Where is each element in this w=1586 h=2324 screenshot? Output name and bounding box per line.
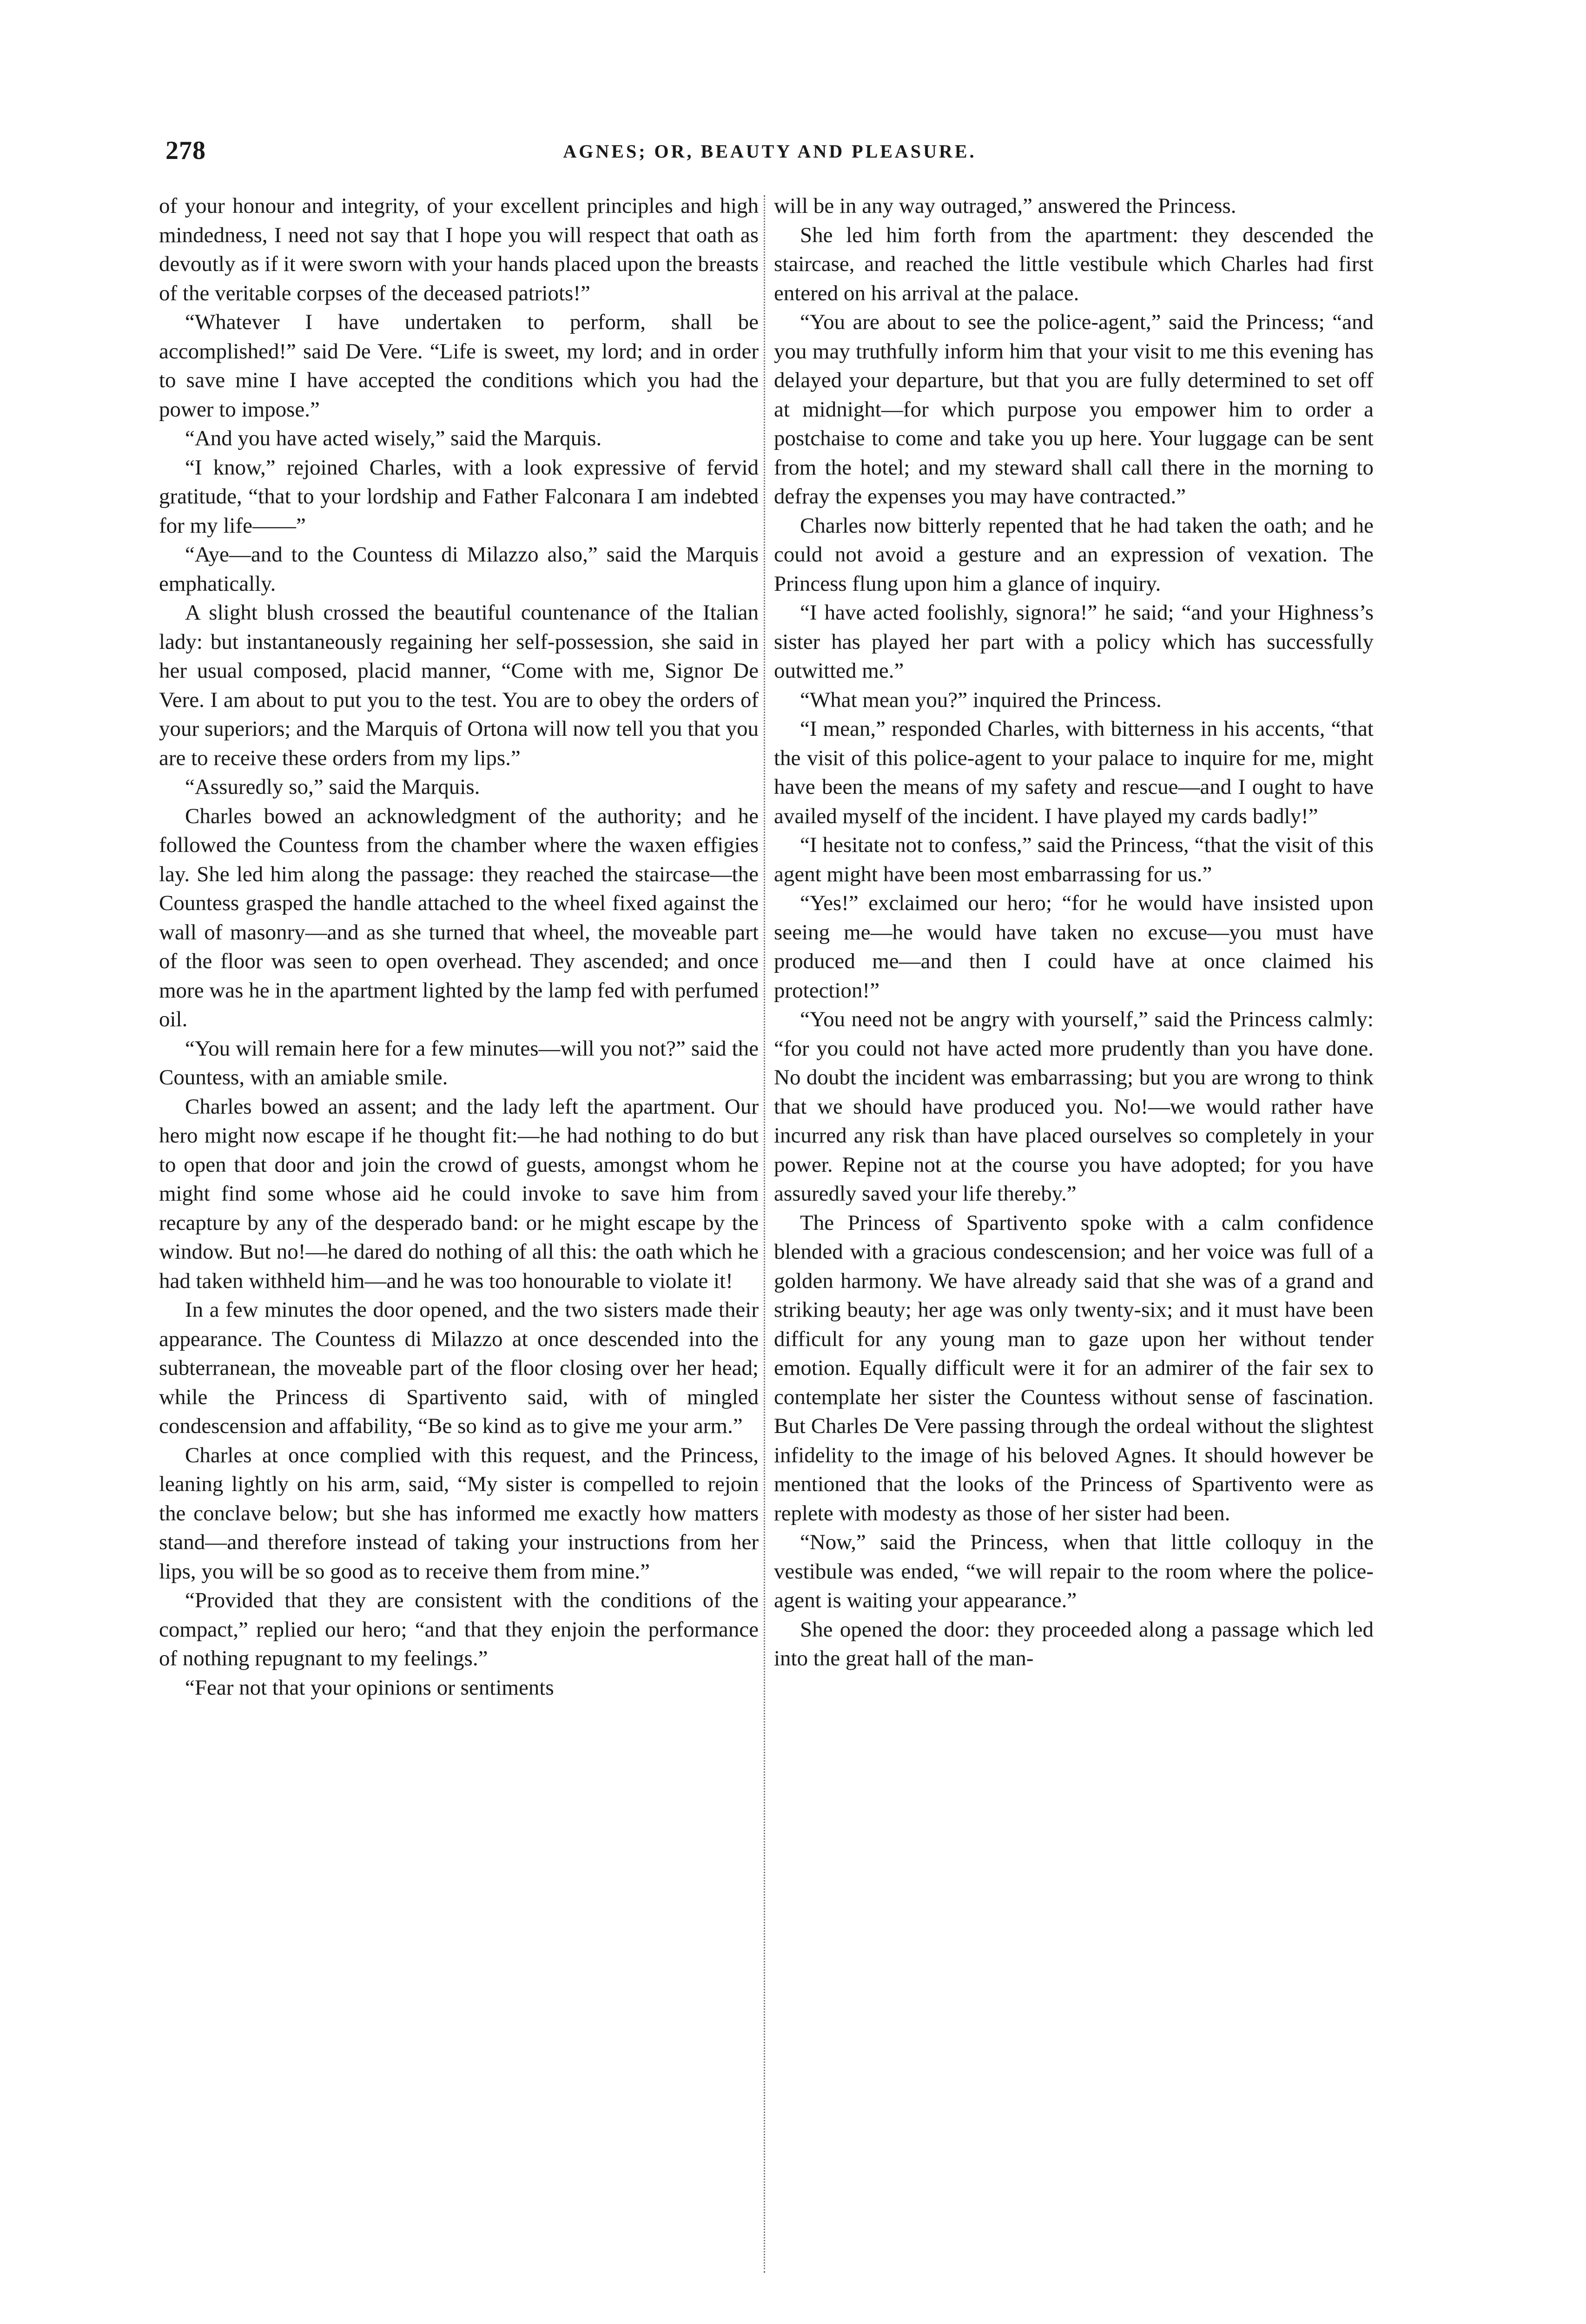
paragraph: “And you have acted wisely,” said the Marquis. (185, 426, 602, 450)
paragraph: The Princess of Spartivento spoke with a calm confidence blended with a gracious condescension; and her voice was full of a golden harmony. We have already said that she was of a grand and striking beauty; her age was only twenty-six; and it must have been difficult for any young man to gaze upon her without tender emotion. Equally difficult were it for an admirer of the fair sex to contemplate her sister the Countess without sense of fascination. But Charles De Vere passing through the ordeal without the slightest infidelity to the image of his beloved Agnes. It should however be mentioned that the looks of the Princess of Spartivento were as replete with modesty as those of her sister had been. (774, 1210, 1374, 1525)
paragraph: “Now,” said the Princess, when that little colloquy in the vestibule was ended, “we will repair to the room where the police-agent is waiting your appearance.” (774, 1530, 1374, 1612)
paragraph: “Fear not that your opinions or sentiments (185, 1675, 554, 1700)
paragraph: “Provided that they are consistent with the conditions of the compact,” replied our hero; “and that they enjoin the performance of nothing repugnant to my feelings.” (159, 1588, 759, 1670)
left-column (159, 191, 759, 1702)
paragraph: “Yes!” exclaimed our hero; “for he would have insisted upon seeing me—he would have taken no excuse—you must have produced me—and then I could have at once claimed his protection!” (774, 891, 1374, 1003)
paragraph: will be in any way outraged,” answered the Princess. (774, 194, 1236, 218)
paragraph: “I mean,” responded Charles, with bitterness in his accents, “that the visit of this police-agent to your palace to inquire for me, might have been the means of my safety and rescue—and I ought to have availed myself of the incident. I have played my cards badly!” (774, 717, 1374, 828)
paragraph: She opened the door: they proceeded along a passage which led into the great hall of the man- (774, 1617, 1374, 1670)
paragraph: “Aye—and to the Countess di Milazzo also,” said the Marquis emphatically. (159, 542, 759, 596)
paragraph: “Assuredly so,” said the Marquis. (185, 775, 480, 799)
paragraph: “Whatever I have undertaken to perform, shall be accomplished!” said De Vere. “Life is sweet, my lord; and in order to save mine I have accepted the conditions which you had the power to impose.” (159, 310, 759, 422)
paragraph: “What mean you?” inquired the Princess. (800, 687, 1162, 712)
paragraph: Charles now bitterly repented that he had taken the oath; and he could not avoid a gesture and an expression of vexation. The Princess flung upon him a glance of inquiry. (774, 513, 1374, 596)
paragraph: “I know,” rejoined Charles, with a look expressive of fervid gratitude, “that to your lordship and Father Falconara I am indebted for my life——” (159, 455, 759, 538)
paragraph: A slight blush crossed the beautiful countenance of the Italian lady: but instantaneously regaining her self-possession, she said in her usual composed, placid manner, “Come with me, Signor De Vere. I am about to put you to the test. You are to obey the orders of your superiors; and the Marquis of Ortona will now tell you that you are to receive these orders from my lips.” (159, 601, 759, 770)
paragraph: “I hesitate not to confess,” said the Princess, “that the visit of this agent might have been most embarrassing for us.” (774, 833, 1374, 886)
paragraph: “You will remain here for a few minutes—will you not?” said the Countess, with an amiable smile. (159, 1036, 759, 1089)
right-column (774, 191, 1374, 1673)
paragraph: of your honour and integrity, of your excellent principles and high mindedness, I need not say that I hope you will respect that oath as devoutly as if it were sworn with your hands placed upon the breasts of the veritable corpses of the deceased patriots!” (159, 194, 759, 305)
paragraph: Charles at once complied with this request, and the Princess, leaning lightly on his arm, said, “My sister is compelled to rejoin the conclave below; but she has informed me exactly how matters stand—and therefore instead of taking your instructions from her lips, you will be so good as to receive them from mine.” (159, 1443, 759, 1584)
page-number: 278 (165, 136, 206, 165)
paragraph: In a few minutes the door opened, and the two sisters made their appearance. The Countess di Milazzo at once descended into the subterranean, the moveable part of the floor closing over her head; while the Princess di Spartivento said, with of mingled condescension and affability, “Be so kind as to give me your arm.” (159, 1298, 759, 1438)
column-divider (764, 195, 765, 2273)
paragraph: Charles bowed an assent; and the lady left the apartment. Our hero might now escape if he thought fit:—he had nothing to do but to open that door and join the crowd of guests, amongst whom he might find some whose aid he could invoke to save him from recapture by any of the desperado band: or he might escape by the window. But no!—he dared do nothing of all this: the oath which he had taken withheld him—and he was too honourable to violate it! (159, 1094, 759, 1293)
paragraph: “I have acted foolishly, signora!” he said; “and your Highness’s sister has played her part with a policy which has successfully outwitted me.” (774, 601, 1374, 683)
paragraph: Charles bowed an acknowledgment of the authority; and he followed the Countess from the chamber where the waxen effigies lay. She led him along the passage: they reached the staircase—the Countess grasped the handle attached to the wheel fixed against the wall of masonry—and as she turned that wheel, the moveable part of the floor was seen to open overhead. They ascended; and once more was he in the apartment lighted by the lamp fed with perfumed oil. (159, 804, 759, 1031)
paragraph: “You need not be angry with yourself,” said the Princess calmly: “for you could not have acted more prudently than you have done. No doubt the incident was embarrassing; but you are wrong to think that we should have produced you. No!—we would rather have incurred any risk than have placed ourselves so completely in your power. Repine not at the course you have adopted; for you have assuredly saved your life thereby.” (774, 1007, 1374, 1206)
running-title: AGNES; OR, BEAUTY AND PLEASURE. (563, 141, 977, 162)
paragraph: She led him forth from the apartment: they descended the staircase, and reached the little vestibule which Charles had first entered on his arrival at the palace. (774, 223, 1374, 305)
page-header (165, 136, 1374, 178)
paragraph: “You are about to see the police-agent,” said the Princess; “and you may truthfully inform him that your visit to me this evening has delayed your departure, but that you are fully determined to set off at midnight—for which purpose you empower him to order a postchaise to come and take you up here. Your luggage can be sent from the hotel; and my steward shall call there in the morning to defray the expenses you may have contracted.” (774, 310, 1374, 508)
